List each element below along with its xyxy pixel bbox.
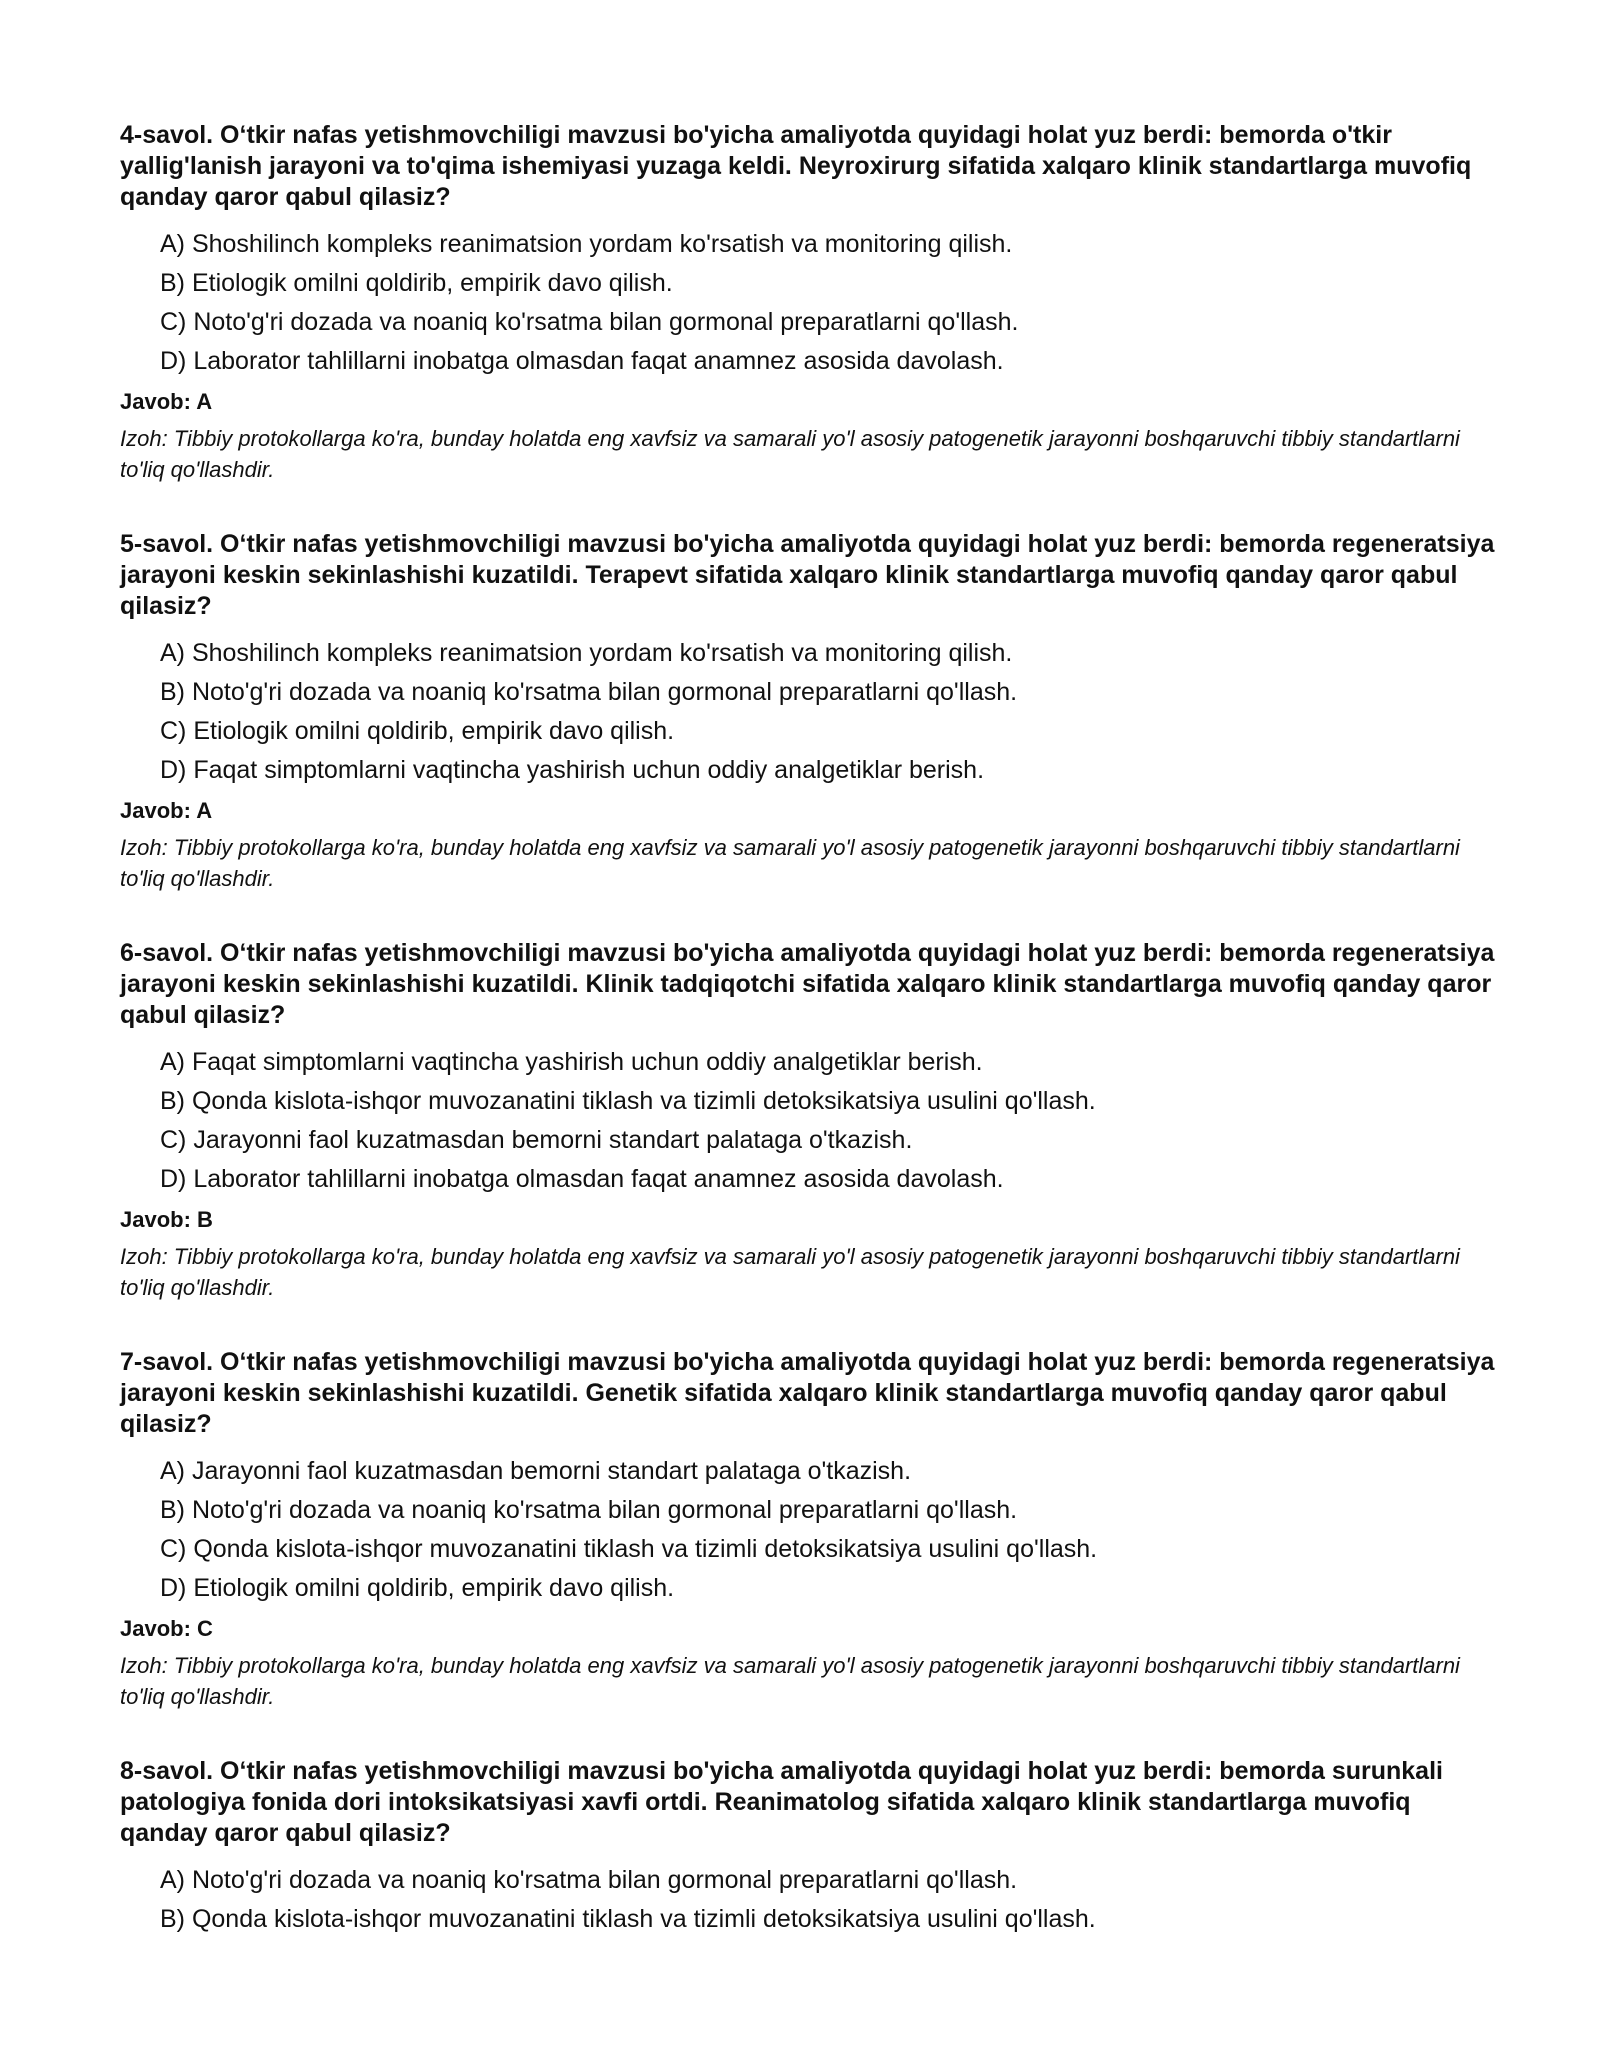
option-b: B) Qonda kislota-ishqor muvozanatini tiklash va tizimli detoksikatsiya usulini qo'llash.	[160, 1087, 1096, 1115]
option-b: B) Qonda kislota-ishqor muvozanatini tiklash va tizimli detoksikatsiya usulini qo'llash.	[160, 1905, 1096, 1933]
answer-label: Javob: C	[120, 1616, 213, 1641]
option-d: D) Faqat simptomlarni vaqtincha yashirish uchun oddiy analgetiklar berish.	[160, 756, 985, 784]
option-a: A) Noto'g'ri dozada va noaniq ko'rsatma bilan gormonal preparatlarni qo'llash.	[160, 1866, 1018, 1894]
explanation-note: Izoh: Tibbiy protokollarga ko'ra, bunday holatda eng xavfsiz va samarali yo'l asosiy patogenetik jarayonni boshqaruvchi tibbiy standartlarni to'liq qo'llashdir.	[120, 1244, 1460, 1300]
explanation-note: Izoh: Tibbiy protokollarga ko'ra, bunday holatda eng xavfsiz va samarali yo'l asosiy patogenetik jarayonni boshqaruvchi tibbiy standartlarni to'liq qo'llashdir.	[120, 1653, 1460, 1709]
question-block	[120, 1347, 1500, 1712]
option-list	[120, 225, 1500, 381]
option-a: A) Shoshilinch kompleks reanimatsion yordam ko'rsatish va monitoring qilish.	[160, 639, 1013, 667]
option-c: C) Qonda kislota-ishqor muvozanatini tiklash va tizimli detoksikatsiya usulini qo'llash.	[160, 1535, 1098, 1563]
option-d: D) Laborator tahlillarni inobatga olmasdan faqat anamnez asosida davolash.	[160, 1165, 1004, 1193]
option-list	[120, 1861, 1500, 1939]
question-title: 5-savol. O‘tkir nafas yetishmovchiligi mavzusi bo'yicha amaliyotda quyidagi holat yuz berdi: bemorda regeneratsiya jarayoni keskin sekinlashishi kuzatildi. Terapevt sifatida xalqaro klinik standartlarga muvofiq qanday qaror qabul qilasiz?	[120, 530, 1495, 620]
option-list	[120, 1452, 1500, 1608]
answer-label: Javob: A	[120, 389, 213, 414]
question-title: 7-savol. O‘tkir nafas yetishmovchiligi mavzusi bo'yicha amaliyotda quyidagi holat yuz berdi: bemorda regeneratsiya jarayoni keskin sekinlashishi kuzatildi. Genetik sifatida xalqaro klinik standartlarga muvofiq qanday qaror qabul qilasiz?	[120, 1348, 1495, 1438]
option-b: B) Noto'g'ri dozada va noaniq ko'rsatma bilan gormonal preparatlarni qo'llash.	[160, 678, 1018, 706]
option-list	[120, 634, 1500, 790]
option-b: B) Etiologik omilni qoldirib, empirik davo qilish.	[160, 269, 673, 297]
option-a: A) Faqat simptomlarni vaqtincha yashirish uchun oddiy analgetiklar berish.	[160, 1048, 983, 1076]
option-d: D) Etiologik omilni qoldirib, empirik davo qilish.	[160, 1574, 675, 1602]
question-block	[120, 529, 1500, 894]
explanation-note: Izoh: Tibbiy protokollarga ko'ra, bunday holatda eng xavfsiz va samarali yo'l asosiy patogenetik jarayonni boshqaruvchi tibbiy standartlarni to'liq qo'llashdir.	[120, 835, 1460, 891]
question-block	[120, 120, 1500, 485]
question-title: 4-savol. O‘tkir nafas yetishmovchiligi mavzusi bo'yicha amaliyotda quyidagi holat yuz berdi: bemorda o'tkir yallig'lanish jarayoni va to'qima ishemiyasi yuzaga keldi. Neyroxirurg sifatida xalqaro klinik standartlarga muvofiq qanday qaror qabul qilasiz?	[120, 121, 1472, 211]
question-title: 8-savol. O‘tkir nafas yetishmovchiligi mavzusi bo'yicha amaliyotda quyidagi holat yuz berdi: bemorda surunkali patologiya fonida dori intoksikatsiyasi xavfi ortdi. Reanimatolog sifatida xalqaro klinik standartlarga muvofiq qanday qaror qabul qilasiz?	[120, 1757, 1443, 1847]
option-b: B) Noto'g'ri dozada va noaniq ko'rsatma bilan gormonal preparatlarni qo'llash.	[160, 1496, 1018, 1524]
option-c: C) Etiologik omilni qoldirib, empirik davo qilish.	[160, 717, 675, 745]
option-c: C) Jarayonni faol kuzatmasdan bemorni standart palataga o'tkazish.	[160, 1126, 913, 1154]
answer-label: Javob: A	[120, 798, 213, 823]
question-block	[120, 1756, 1500, 1939]
option-a: A) Jarayonni faol kuzatmasdan bemorni standart palataga o'tkazish.	[160, 1457, 912, 1485]
answer-label: Javob: B	[120, 1207, 213, 1232]
option-list	[120, 1043, 1500, 1199]
explanation-note: Izoh: Tibbiy protokollarga ko'ra, bunday holatda eng xavfsiz va samarali yo'l asosiy patogenetik jarayonni boshqaruvchi tibbiy standartlarni to'liq qo'llashdir.	[120, 426, 1460, 482]
question-block	[120, 938, 1500, 1303]
option-c: C) Noto'g'ri dozada va noaniq ko'rsatma bilan gormonal preparatlarni qo'llash.	[160, 308, 1019, 336]
document-page	[120, 120, 1500, 1983]
question-title: 6-savol. O‘tkir nafas yetishmovchiligi mavzusi bo'yicha amaliyotda quyidagi holat yuz berdi: bemorda regeneratsiya jarayoni keskin sekinlashishi kuzatildi. Klinik tadqiqotchi sifatida xalqaro klinik standartlarga muvofiq qanday qaror qabul qilasiz?	[120, 939, 1495, 1029]
option-a: A) Shoshilinch kompleks reanimatsion yordam ko'rsatish va monitoring qilish.	[160, 230, 1013, 258]
option-d: D) Laborator tahlillarni inobatga olmasdan faqat anamnez asosida davolash.	[160, 347, 1004, 375]
